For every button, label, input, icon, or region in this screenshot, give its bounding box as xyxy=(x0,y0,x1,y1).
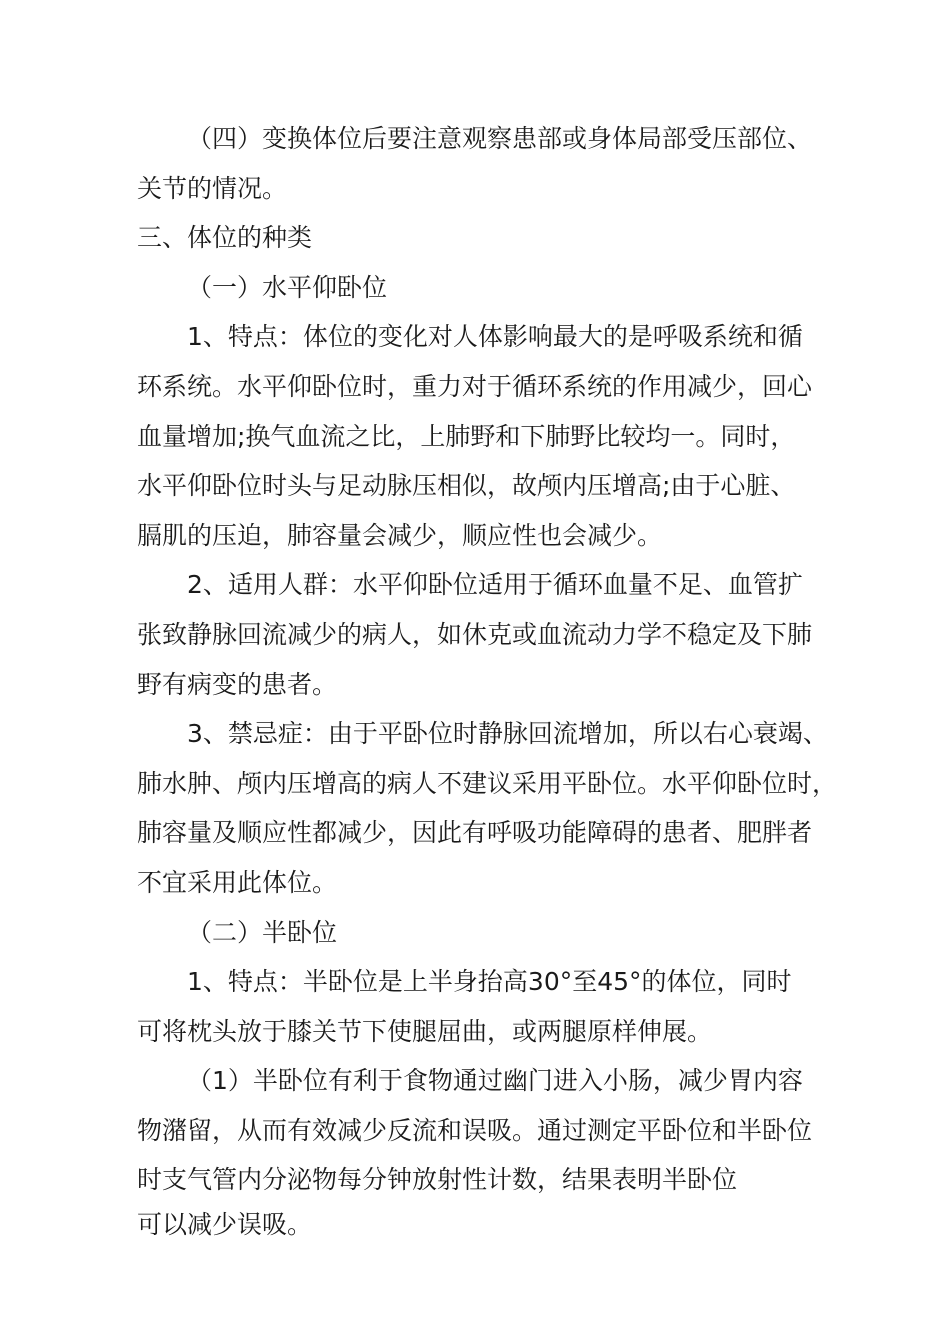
paragraph-line: 肺水肿、颅内压增高的病人不建议采用平卧位。水平仰卧位时， xyxy=(137,768,838,798)
section-heading: 三、体位的种类 xyxy=(137,223,313,253)
paragraph-line: 2、适用人群：水平仰卧位适用于循环血量不足、血管扩 xyxy=(187,570,803,600)
paragraph-line: 肺容量及顺应性都减少，因此有呼吸功能障碍的患者、肥胖者 xyxy=(137,818,813,848)
paragraph-line: 关节的情况。 xyxy=(137,173,288,203)
paragraph-line: 物潴留，从而有效减少反流和误吸。通过测定平卧位和半卧位 xyxy=(137,1115,813,1145)
paragraph-line: 时支气管内分泌物每分钟放射性计数，结果表明半卧位 xyxy=(137,1165,738,1195)
paragraph-line: 水平仰卧位时头与足动脉压相似，故颅内压增高;由于心脏、 xyxy=(137,471,796,501)
paragraph-line: 膈肌的压迫，肺容量会减少，顺应性也会减少。 xyxy=(137,520,663,550)
paragraph-line: 3、禁忌症：由于平卧位时静脉回流增加，所以右心衰竭、 xyxy=(187,719,828,749)
subsection-heading: （二）半卧位 xyxy=(187,917,338,947)
paragraph-line: 不宜采用此体位。 xyxy=(137,867,338,897)
subsection-heading: （一）水平仰卧位 xyxy=(187,272,388,302)
paragraph-line: 野有病变的患者。 xyxy=(137,669,338,699)
paragraph-line: （1）半卧位有利于食物通过幽门进入小肠，减少胃内容 xyxy=(187,1066,803,1096)
paragraph-line: 血量增加;换气血流之比，上肺野和下肺野比较均一。同时， xyxy=(137,421,796,451)
paragraph-line: 可将枕头放于膝关节下使腿屈曲，或两腿原样伸展。 xyxy=(137,1016,713,1046)
paragraph-line: 1、特点：半卧位是上半身抬高30°至45°的体位，同时 xyxy=(187,967,792,997)
paragraph-line: 环系统。水平仰卧位时，重力对于循环系统的作用减少，回心 xyxy=(137,371,813,401)
paragraph-line: 1、特点：体位的变化对人体影响最大的是呼吸系统和循 xyxy=(187,322,803,352)
paragraph-line: 可以减少误吸。 xyxy=(137,1210,313,1240)
paragraph-line: 张致静脉回流减少的病人，如休克或血流动力学不稳定及下肺 xyxy=(137,619,813,649)
document-body xyxy=(137,114,837,1245)
paragraph-line: （四）变换体位后要注意观察患部或身体局部受压部位、 xyxy=(187,124,813,153)
